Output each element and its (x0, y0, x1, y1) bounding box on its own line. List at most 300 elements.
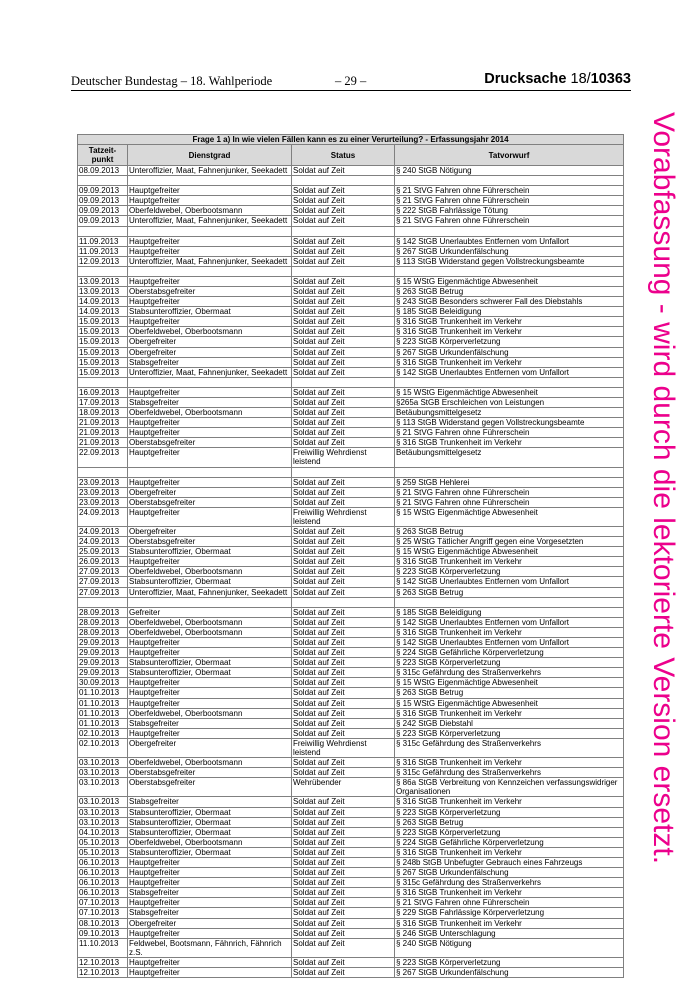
cell-offense: § 316 StGB Trunkenheit im Verkehr (395, 438, 624, 448)
cell-status: Soldat auf Zeit (292, 186, 395, 196)
col-header-offense: Tatvorwurf (395, 145, 624, 166)
cell-date: 15.09.2013 (78, 337, 128, 347)
cell-rank: Unteroffizier, Maat, Fahnenjunker, Seekadett (128, 587, 292, 597)
cell-status: Soldat auf Zeit (292, 236, 395, 246)
cell-offense: § 315c Gefährdung des Straßenverkehrs (395, 768, 624, 778)
table-row (78, 698, 624, 708)
cell-rank: Feldwebel, Bootsmann, Fähnrich, Fähnrich z.S. (128, 938, 292, 957)
cell-date: 29.09.2013 (78, 658, 128, 668)
cell-offense: § 263 StGB Betrug (395, 688, 624, 698)
cell-offense: § 113 StGB Widerstand gegen Vollstreckungsbeamte (395, 256, 624, 266)
cell-rank: Oberfeldwebel, Oberbootsmann (128, 758, 292, 768)
cell-offense: § 223 StGB Körperverletzung (395, 337, 624, 347)
cell-offense: § 316 StGB Trunkenheit im Verkehr (395, 888, 624, 898)
cell-status: Soldat auf Zeit (292, 497, 395, 507)
cell-date: 24.09.2013 (78, 537, 128, 547)
cell-date: 12.10.2013 (78, 957, 128, 967)
col-header-rank: Dienstgrad (128, 145, 292, 166)
cell-offense: § 142 StGB Unerlaubtes Entfernen vom Unfallort (395, 577, 624, 587)
cell-rank: Stabsunteroffizier, Obermaat (128, 807, 292, 817)
table-row (78, 797, 624, 807)
table-row (78, 938, 624, 957)
cell-status: Soldat auf Zeit (292, 577, 395, 587)
cell-status: Soldat auf Zeit (292, 768, 395, 778)
cell-rank: Hauptgefreiter (128, 186, 292, 196)
cell-rank: Hauptgefreiter (128, 688, 292, 698)
cell-date: 15.09.2013 (78, 347, 128, 357)
cell-date: 05.10.2013 (78, 847, 128, 857)
table-row (78, 407, 624, 417)
cell-status: Soldat auf Zeit (292, 347, 395, 357)
cell-date: 09.09.2013 (78, 186, 128, 196)
cell-date: 03.10.2013 (78, 768, 128, 778)
cell-date: 08.09.2013 (78, 166, 128, 176)
table-row (78, 477, 624, 487)
cell-date: 03.10.2013 (78, 758, 128, 768)
cell-date: 06.10.2013 (78, 858, 128, 868)
cell-date: 05.10.2013 (78, 837, 128, 847)
table-row (78, 888, 624, 898)
cell-rank (128, 597, 292, 607)
cell-status: Soldat auf Zeit (292, 827, 395, 837)
cell-date: 02.10.2013 (78, 728, 128, 738)
cell-date: 29.09.2013 (78, 668, 128, 678)
table-row (78, 226, 624, 236)
cell-rank: Obergefreiter (128, 527, 292, 537)
cell-offense: § 240 StGB Nötigung (395, 938, 624, 957)
cell-date: 09.09.2013 (78, 196, 128, 206)
cell-offense: § 224 StGB Gefährliche Körperverletzung (395, 648, 624, 658)
cell-date: 15.09.2013 (78, 357, 128, 367)
table-row (78, 908, 624, 918)
cell-offense: § 267 StGB Urkundenfälschung (395, 968, 624, 978)
cell-status: Soldat auf Zeit (292, 387, 395, 397)
cell-status: Soldat auf Zeit (292, 527, 395, 537)
cell-rank: Hauptgefreiter (128, 868, 292, 878)
cell-status: Soldat auf Zeit (292, 718, 395, 728)
cell-date: 03.10.2013 (78, 797, 128, 807)
cell-status: Soldat auf Zeit (292, 658, 395, 668)
cell-offense: § 86a StGB Verbreitung von Kennzeichen verfassungswidriger Organisationen (395, 778, 624, 797)
cell-status: Soldat auf Zeit (292, 627, 395, 637)
cell-status: Soldat auf Zeit (292, 957, 395, 967)
cell-status (292, 377, 395, 387)
table-row (78, 637, 624, 647)
table-row (78, 418, 624, 428)
cell-rank: Unteroffizier, Maat, Fahnenjunker, Seekadett (128, 216, 292, 226)
cell-offense: § 242 StGB Diebstahl (395, 718, 624, 728)
cell-rank: Stabsgefreiter (128, 797, 292, 807)
header-document-number (484, 71, 631, 87)
table-row (78, 557, 624, 567)
cell-status: Soldat auf Zeit (292, 617, 395, 627)
cell-offense: § 263 StGB Betrug (395, 817, 624, 827)
cell-rank: Oberstabsgefreiter (128, 438, 292, 448)
cell-status: Soldat auf Zeit (292, 688, 395, 698)
table-row (78, 337, 624, 347)
cell-rank: Oberfeldwebel, Oberbootsmann (128, 206, 292, 216)
header-doc-label: Drucksache (484, 71, 571, 87)
cell-rank: Unteroffizier, Maat, Fahnenjunker, Seekadett (128, 367, 292, 377)
table-row (78, 307, 624, 317)
table-row (78, 617, 624, 627)
cell-offense: § 21 StVG Fahren ohne Führerschein (395, 898, 624, 908)
cell-status: Soldat auf Zeit (292, 307, 395, 317)
table-row (78, 577, 624, 587)
cell-status: Soldat auf Zeit (292, 858, 395, 868)
table-row (78, 858, 624, 868)
cell-date: 28.09.2013 (78, 627, 128, 637)
watermark-text: Vorabfassung - wird durch die lektorierte Version ersetzt. (647, 112, 680, 865)
cell-status: Soldat auf Zeit (292, 557, 395, 567)
cell-rank: Hauptgefreiter (128, 928, 292, 938)
cell-rank: Oberfeldwebel, Oberbootsmann (128, 708, 292, 718)
cell-rank: Stabsunteroffizier, Obermaat (128, 847, 292, 857)
cell-rank: Hauptgefreiter (128, 317, 292, 327)
cell-rank: Stabsgefreiter (128, 357, 292, 367)
cell-rank: Unteroffizier, Maat, Fahnenjunker, Seekadett (128, 166, 292, 176)
cell-offense: § 316 StGB Trunkenheit im Verkehr (395, 627, 624, 637)
table-row (78, 928, 624, 938)
cell-offense: § 316 StGB Trunkenheit im Verkehr (395, 918, 624, 928)
cell-date: 16.09.2013 (78, 387, 128, 397)
cell-date: 27.09.2013 (78, 577, 128, 587)
table-row (78, 276, 624, 286)
table-row (78, 918, 624, 928)
cell-status: Soldat auf Zeit (292, 357, 395, 367)
table-row (78, 448, 624, 467)
cell-status: Soldat auf Zeit (292, 868, 395, 878)
cell-rank (128, 176, 292, 186)
cell-date (78, 467, 128, 477)
cell-date: 28.09.2013 (78, 607, 128, 617)
cell-date: 23.09.2013 (78, 497, 128, 507)
cell-rank: Oberstabsgefreiter (128, 768, 292, 778)
cell-date: 03.10.2013 (78, 807, 128, 817)
cell-status: Soldat auf Zeit (292, 196, 395, 206)
cell-date (78, 176, 128, 186)
table-row (78, 357, 624, 367)
cell-offense: § 15 WStG Eigenmächtige Abwesenheit (395, 507, 624, 526)
cell-rank: Stabsunteroffizier, Obermaat (128, 658, 292, 668)
cell-rank: Oberfeldwebel, Oberbootsmann (128, 627, 292, 637)
cell-status: Soldat auf Zeit (292, 648, 395, 658)
cell-date: 08.10.2013 (78, 918, 128, 928)
cell-offense: §265a StGB Erschleichen von Leistungen (395, 397, 624, 407)
cell-date: 17.09.2013 (78, 397, 128, 407)
cell-offense: § 21 StVG Fahren ohne Führerschein (395, 196, 624, 206)
cell-date: 26.09.2013 (78, 557, 128, 567)
table-row (78, 256, 624, 266)
table-row (78, 327, 624, 337)
cell-status: Soldat auf Zeit (292, 728, 395, 738)
cell-date: 24.09.2013 (78, 527, 128, 537)
cell-offense (395, 266, 624, 276)
cell-date: 15.09.2013 (78, 327, 128, 337)
cell-date: 07.10.2013 (78, 898, 128, 908)
cell-rank: Hauptgefreiter (128, 507, 292, 526)
cell-status: Soldat auf Zeit (292, 407, 395, 417)
table-row (78, 347, 624, 357)
cell-date: 21.09.2013 (78, 438, 128, 448)
cell-date: 01.10.2013 (78, 688, 128, 698)
cell-date: 13.09.2013 (78, 276, 128, 286)
cell-date: 09.09.2013 (78, 216, 128, 226)
table-row (78, 387, 624, 397)
cell-rank: Hauptgefreiter (128, 637, 292, 647)
cell-date: 23.09.2013 (78, 487, 128, 497)
cell-date: 27.09.2013 (78, 587, 128, 597)
cell-date: 01.10.2013 (78, 718, 128, 728)
table-row (78, 708, 624, 718)
cell-rank: Hauptgefreiter (128, 678, 292, 688)
cell-date (78, 226, 128, 236)
cell-offense: § 263 StGB Betrug (395, 587, 624, 597)
table-row (78, 317, 624, 327)
cell-offense (395, 597, 624, 607)
cell-status: Soldat auf Zeit (292, 567, 395, 577)
cell-rank: Obergefreiter (128, 487, 292, 497)
cell-status: Soldat auf Zeit (292, 246, 395, 256)
table-row (78, 807, 624, 817)
cell-offense: § 316 StGB Trunkenheit im Verkehr (395, 327, 624, 337)
table-row (78, 186, 624, 196)
cell-offense: § 263 StGB Betrug (395, 527, 624, 537)
col-header-time: Tatzeit-punkt (78, 145, 128, 166)
table-row (78, 297, 624, 307)
cell-status: Soldat auf Zeit (292, 166, 395, 176)
header-rule (71, 90, 631, 91)
cell-status: Soldat auf Zeit (292, 708, 395, 718)
cell-date (78, 266, 128, 276)
cell-status: Freiwillig Wehrdienst leistend (292, 738, 395, 757)
cell-status: Soldat auf Zeit (292, 817, 395, 827)
table-body (78, 166, 624, 978)
cell-rank: Hauptgefreiter (128, 728, 292, 738)
cell-offense: § 315c Gefährdung des Straßenverkehrs (395, 668, 624, 678)
cell-offense: § 229 StGB Fahrlässige Körperverletzung (395, 908, 624, 918)
header-parliament: Deutscher Bundestag – 18. Wahlperiode (71, 74, 273, 88)
cell-date: 03.10.2013 (78, 778, 128, 797)
cell-status: Soldat auf Zeit (292, 878, 395, 888)
table-row (78, 266, 624, 276)
cell-rank (128, 226, 292, 236)
cell-date: 11.09.2013 (78, 236, 128, 246)
table-row (78, 286, 624, 296)
cell-date: 06.10.2013 (78, 888, 128, 898)
cell-offense: § 142 StGB Unerlaubtes Entfernen vom Unfallort (395, 637, 624, 647)
cell-date: 12.10.2013 (78, 968, 128, 978)
table-row (78, 487, 624, 497)
cell-status: Soldat auf Zeit (292, 327, 395, 337)
cell-rank (128, 467, 292, 477)
cell-rank: Stabsunteroffizier, Obermaat (128, 547, 292, 557)
cell-status: Soldat auf Zeit (292, 807, 395, 817)
cell-offense: § 21 StVG Fahren ohne Führerschein (395, 487, 624, 497)
table-row (78, 678, 624, 688)
table-row (78, 878, 624, 888)
cell-offense: § 248b StGB Unbefugter Gebrauch eines Fahrzeugs (395, 858, 624, 868)
table-row (78, 438, 624, 448)
table-row (78, 176, 624, 186)
cell-status: Soldat auf Zeit (292, 607, 395, 617)
table-row (78, 507, 624, 526)
cell-date: 14.09.2013 (78, 307, 128, 317)
cell-offense: § 316 StGB Trunkenheit im Verkehr (395, 357, 624, 367)
cell-status: Soldat auf Zeit (292, 397, 395, 407)
cell-date: 09.09.2013 (78, 206, 128, 216)
cell-status: Soldat auf Zeit (292, 487, 395, 497)
cell-status (292, 597, 395, 607)
cell-rank: Hauptgefreiter (128, 698, 292, 708)
cell-status: Soldat auf Zeit (292, 367, 395, 377)
cell-offense: § 223 StGB Körperverletzung (395, 658, 624, 668)
cell-rank: Hauptgefreiter (128, 898, 292, 908)
cell-offense: § 21 StVG Fahren ohne Führerschein (395, 216, 624, 226)
table-row (78, 778, 624, 797)
cell-rank: Hauptgefreiter (128, 236, 292, 246)
cell-rank: Hauptgefreiter (128, 276, 292, 286)
cell-rank (128, 377, 292, 387)
cell-status: Soldat auf Zeit (292, 276, 395, 286)
cell-rank: Obergefreiter (128, 337, 292, 347)
cell-status: Soldat auf Zeit (292, 256, 395, 266)
cell-date (78, 597, 128, 607)
cell-offense: § 15 WStG Eigenmächtige Abwesenheit (395, 387, 624, 397)
cell-status: Soldat auf Zeit (292, 888, 395, 898)
cell-rank: Oberfeldwebel, Oberbootsmann (128, 407, 292, 417)
cell-offense: § 246 StGB Unterschlagung (395, 928, 624, 938)
table-row (78, 758, 624, 768)
table-row (78, 817, 624, 827)
cell-date: 21.09.2013 (78, 418, 128, 428)
cell-offense (395, 176, 624, 186)
cell-rank: Obergefreiter (128, 918, 292, 928)
cell-rank: Hauptgefreiter (128, 418, 292, 428)
cell-date: 14.09.2013 (78, 297, 128, 307)
table-row (78, 236, 624, 246)
cell-date: 04.10.2013 (78, 827, 128, 837)
cell-offense: § 142 StGB Unerlaubtes Entfernen vom Unfallort (395, 617, 624, 627)
cell-offense: § 316 StGB Trunkenheit im Verkehr (395, 758, 624, 768)
table-row (78, 367, 624, 377)
cell-offense: § 185 StGB Beleidigung (395, 307, 624, 317)
table-row (78, 547, 624, 557)
cell-offense: § 316 StGB Trunkenheit im Verkehr (395, 557, 624, 567)
table-row (78, 868, 624, 878)
offense-table (77, 134, 624, 978)
cell-status: Soldat auf Zeit (292, 206, 395, 216)
cell-rank: Obergefreiter (128, 347, 292, 357)
cell-status (292, 266, 395, 276)
table-row (78, 728, 624, 738)
table-row (78, 627, 624, 637)
cell-offense: § 315c Gefährdung des Straßenverkehrs (395, 878, 624, 888)
header-doc-number-bold: 10363 (590, 71, 631, 87)
cell-status: Soldat auf Zeit (292, 428, 395, 438)
cell-offense: § 316 StGB Trunkenheit im Verkehr (395, 847, 624, 857)
cell-date: 18.09.2013 (78, 407, 128, 417)
cell-rank: Stabsunteroffizier, Obermaat (128, 817, 292, 827)
cell-status: Soldat auf Zeit (292, 918, 395, 928)
cell-rank: Oberstabsgefreiter (128, 778, 292, 797)
cell-date: 09.10.2013 (78, 928, 128, 938)
table-row (78, 527, 624, 537)
cell-rank: Hauptgefreiter (128, 477, 292, 487)
cell-offense: § 15 WStG Eigenmächtige Abwesenheit (395, 678, 624, 688)
cell-rank: Stabsgefreiter (128, 888, 292, 898)
cell-offense: § 224 StGB Gefährliche Körperverletzung (395, 837, 624, 847)
table-row (78, 768, 624, 778)
cell-offense: § 316 StGB Trunkenheit im Verkehr (395, 317, 624, 327)
cell-status: Soldat auf Zeit (292, 968, 395, 978)
table-row (78, 847, 624, 857)
cell-offense: § 15 WStG Eigenmächtige Abwesenheit (395, 276, 624, 286)
table-row (78, 196, 624, 206)
cell-status: Soldat auf Zeit (292, 477, 395, 487)
cell-rank: Hauptgefreiter (128, 648, 292, 658)
cell-date: 12.09.2013 (78, 256, 128, 266)
cell-offense: Betäubungsmittelgesetz (395, 407, 624, 417)
cell-offense: § 316 StGB Trunkenheit im Verkehr (395, 797, 624, 807)
cell-status: Soldat auf Zeit (292, 938, 395, 957)
cell-date: 21.09.2013 (78, 428, 128, 438)
cell-offense: § 315c Gefährdung des Straßenverkehrs (395, 738, 624, 757)
table-row (78, 246, 624, 256)
cell-date: 29.09.2013 (78, 648, 128, 658)
cell-date: 27.09.2013 (78, 567, 128, 577)
cell-rank: Stabsgefreiter (128, 718, 292, 728)
cell-rank: Gefreiter (128, 607, 292, 617)
cell-status: Soldat auf Zeit (292, 297, 395, 307)
cell-status (292, 176, 395, 186)
cell-offense: § 267 StGB Urkundenfälschung (395, 868, 624, 878)
table-row (78, 688, 624, 698)
cell-rank: Stabsgefreiter (128, 397, 292, 407)
table-row (78, 668, 624, 678)
cell-rank: Stabsunteroffizier, Obermaat (128, 668, 292, 678)
cell-rank: Hauptgefreiter (128, 448, 292, 467)
cell-offense: § 267 StGB Urkundenfälschung (395, 246, 624, 256)
cell-offense: § 223 StGB Körperverletzung (395, 957, 624, 967)
table-row (78, 898, 624, 908)
cell-offense: § 185 StGB Beleidigung (395, 607, 624, 617)
cell-status: Soldat auf Zeit (292, 547, 395, 557)
cell-status: Soldat auf Zeit (292, 908, 395, 918)
cell-offense: Betäubungsmittelgesetz (395, 448, 624, 467)
cell-date: 22.09.2013 (78, 448, 128, 467)
cell-rank: Hauptgefreiter (128, 246, 292, 256)
cell-offense (395, 467, 624, 477)
cell-rank: Hauptgefreiter (128, 387, 292, 397)
cell-rank: Oberfeldwebel, Oberbootsmann (128, 837, 292, 847)
cell-offense: § 263 StGB Betrug (395, 286, 624, 296)
cell-date: 25.09.2013 (78, 547, 128, 557)
cell-offense: § 21 StVG Fahren ohne Führerschein (395, 497, 624, 507)
cell-status: Soldat auf Zeit (292, 698, 395, 708)
table-row (78, 216, 624, 226)
table-row (78, 597, 624, 607)
cell-date: 11.09.2013 (78, 246, 128, 256)
table-row (78, 537, 624, 547)
cell-rank: Hauptgefreiter (128, 297, 292, 307)
cell-date: 23.09.2013 (78, 477, 128, 487)
table-row (78, 968, 624, 978)
cell-status: Soldat auf Zeit (292, 317, 395, 327)
cell-date: 06.10.2013 (78, 868, 128, 878)
table-caption: Frage 1 a) In wie vielen Fällen kann es zu einer Verurteilung? - Erfassungsjahr 2014 (78, 135, 624, 145)
table-row (78, 397, 624, 407)
